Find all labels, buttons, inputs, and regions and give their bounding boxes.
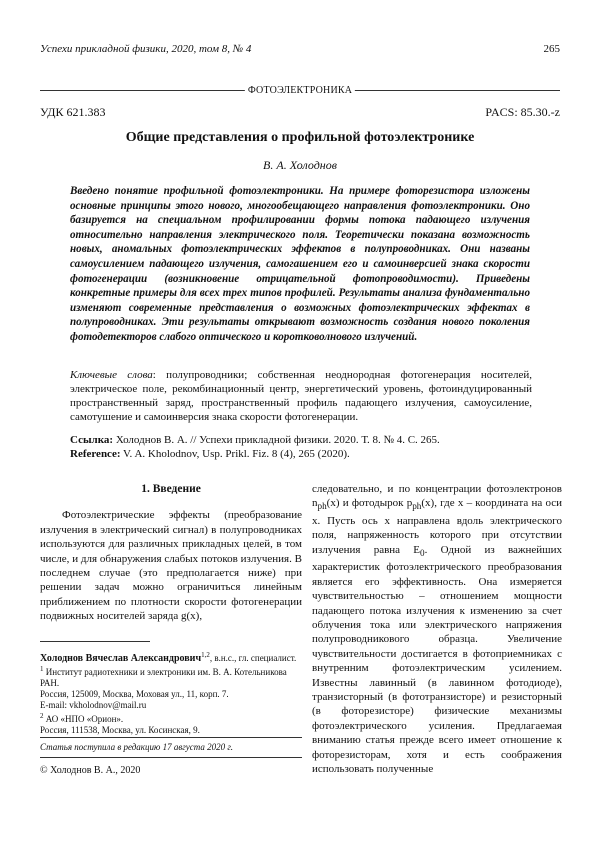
citation-en-label: Reference: bbox=[70, 448, 121, 460]
right-text-3: (x), где x – координата на оси x. Пусть ось x направлена вдоль электрического поля, напряженность которого при отсутствии излучения равна E bbox=[312, 497, 563, 556]
aff2-sup: 2 bbox=[40, 712, 44, 720]
right-paragraph bbox=[312, 482, 562, 777]
footnote-author-sup: 1,2 bbox=[201, 651, 210, 659]
right-text-4: . Одной из важнейших характеристик фотоэлектрического преобразования является его эффективность. Она измеряется чувствительностью – отношением мощности падающего потока излучения к изменению за счет облучения тока или электрического напряжения полупроводникового образца. Увеличение чувствительности достигается в фотоприемниках с внутренним фотоэлектрическим усилением. Известны лавинный (в лавинном фотодиоде), транзисторный (в фототранзисторе) и резисторный (в фоторезисторе) физические механизмы фотоэлектрического усиления. Предлагаемая вниманию статья прежде всего имеет отношение к фоторезисторам, хотя и есть соображения использовать полученные bbox=[312, 543, 562, 776]
subscript-ph-n: ph bbox=[317, 501, 327, 512]
intro-heading: 1. Введение bbox=[141, 483, 201, 495]
citation-ru-label: Ссылка: bbox=[70, 434, 114, 446]
right-text-1: следовательно, и по концентрации фотоэлектронов n bbox=[312, 483, 562, 510]
footnote-divider bbox=[40, 641, 150, 642]
pacs-code: PACS: 85.30.-z bbox=[485, 105, 560, 119]
keywords-label: Ключевые слова bbox=[70, 369, 153, 381]
udk-code: УДК 621.383 bbox=[40, 105, 106, 119]
section-divider bbox=[40, 85, 560, 96]
footnote-author-name: Холоднов Вячеслав Александрович bbox=[40, 653, 202, 664]
received-date: Статья поступила в редакцию 17 августа 2020 г. bbox=[40, 742, 234, 752]
aff1-address: Россия, 125009, Москва, Моховая ул., 11, корп. 7. bbox=[40, 689, 229, 699]
citation-en: V. A. Kholodnov, Usp. Prikl. Fiz. 8 (4), 265 (2020). bbox=[120, 448, 350, 460]
intro-paragraph: Фотоэлектрические эффекты (преобразование излучения в электрический сигнал) в полупроводниках используются для различных прикладных целей, в том числе, и для обнаружения слабых потоков излучения. В последнем случае (это предполагается ниже) при решении задач можно ограничиться линейным приближением по плотности скорости фотогенерации подвижных носителей заряда g(x), bbox=[40, 509, 302, 623]
author-footnotes bbox=[40, 650, 302, 736]
citation bbox=[70, 433, 540, 461]
copyright: © Холоднов В. А., 2020 bbox=[40, 765, 141, 776]
journal-header: Успехи прикладной физики, 2020, том 8, № 4 bbox=[40, 43, 252, 55]
aff1-org: Институт радиотехники и электроники им. В. А. Котельникова РАН. bbox=[40, 667, 287, 688]
citation-ru: Холоднов В. А. // Успехи прикладной физики. 2020. Т. 8. № 4. С. 265. bbox=[113, 434, 440, 446]
right-column bbox=[312, 482, 562, 777]
author-email: E-mail: vkholodnov@mail.ru bbox=[40, 700, 147, 710]
article-author: В. А. Холоднов bbox=[263, 158, 337, 172]
subscript-ph-p: ph bbox=[412, 501, 422, 512]
received-divider bbox=[40, 737, 302, 738]
left-column bbox=[40, 482, 302, 624]
aff2-org: АО «НПО «Орион». bbox=[45, 714, 124, 724]
aff1-sup: 1 bbox=[40, 665, 44, 673]
page-number: 265 bbox=[543, 43, 560, 55]
copyright-divider bbox=[40, 757, 302, 758]
article-title: Общие представления о профильной фотоэлектронике bbox=[125, 130, 475, 145]
keywords-text: : полупроводники; собственная неоднородная фотогенерация носителей, электрическое поле, рекомбинационный центр, энергетический уровень, фотоиндуцированный пространственный заряд, пространственный профиль падающего излучения, самоусиление, самотушение и самоинверсия знака скорости фотогенерации. bbox=[70, 369, 533, 423]
aff2-address: Россия, 111538, Москва, ул. Косинская, 9. bbox=[40, 725, 200, 735]
keywords bbox=[70, 368, 532, 424]
footnote-author-rest: , в.н.с., гл. специалист. bbox=[209, 653, 297, 663]
section-label: ФОТОЭЛЕКТРОНИКА bbox=[245, 85, 355, 96]
abstract: Введено понятие профильной фотоэлектроники. На примере фоторезистора изложены основные принципы этого нового, многообещающего направления фотоэлектроники. Оно базируется на специальном профилировании формы потока падающего излучения относительно направления электрического поля. Теоретически показана возможность новых, аномальных фотоэлектрических эффектов в полупроводниках. Они названы самоусилением падающего излучения, самогашением его и самоинверсией знака скорости фотогенерации (возникновение отрицательной фотопроводимости). Приведены конкретные примеры для всех трех типов профилей. Результаты анализа фундаментально изменяют современные представления о возможных фотоэлектрических эффектах в полупроводниках. Эти результаты открывают возможность создания нового поколения фотодетекторов слабого оптического и коротковолнового излучений. bbox=[70, 185, 530, 343]
subscript-0: 0 bbox=[420, 548, 425, 558]
right-text-2: (x) и фотодырок p bbox=[326, 497, 413, 510]
